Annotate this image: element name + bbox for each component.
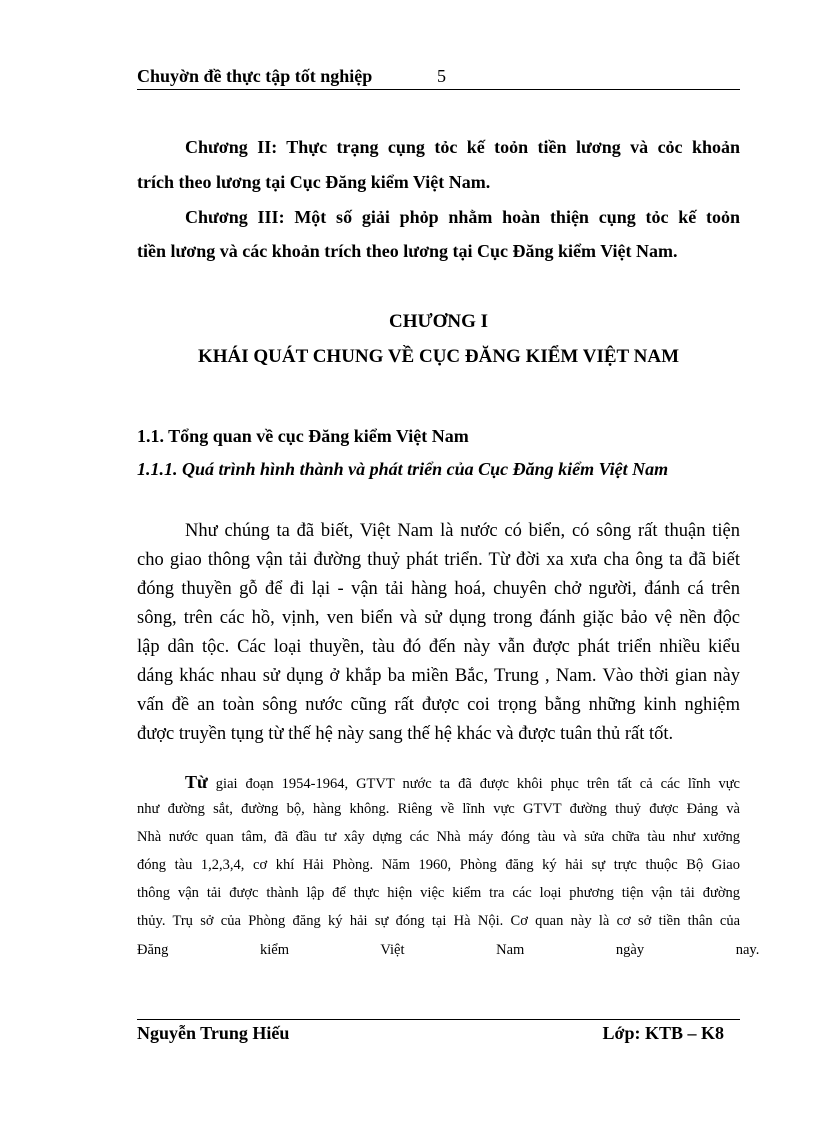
subsection-heading: 1.1.1. Quá trình hình thành và phát triển của Cục Đăng kiểm Việt Nam [137,459,669,479]
text-line: như đường sắt, đường bộ, hàng không. Riêng về lĩnh vực GTVT đường thuỷ được Đảng và [137,801,740,817]
intro-line: Chương II: Thực trạng cụng tỏc kế toỏn tiền lương và cỏc khoản [185,137,740,157]
chapter-number: CHƯƠNG I [388,311,489,332]
text-line: dáng khác nhau sử dụng ở khắp ba miền Bắc, Trung , Nam. Vào thời gian này [137,666,740,686]
text-line [185,772,740,793]
text-span: giai đoạn 1954-1964, GTVT nước ta đã được khôi phục trên tất cả các lĩnh vực [207,776,740,792]
text-line: thông vận tải được thành lập để thực hiện việc kiểm tra các loại phương tiện vận tải đường [137,885,740,901]
text-line: Nhà nước quan tâm, đã đầu tư xây dựng các Nhà máy đóng tàu và sửa chữa tàu như xưởng [137,829,740,845]
intro-line: Chương III: Một số giải phỏp nhằm hoàn thiện cụng tỏc kế toỏn [185,207,740,227]
header-rule [137,89,740,90]
footer-rule [137,1019,740,1020]
intro-line: trích theo lương tại Cục Đăng kiểm Việt Nam. [137,172,491,192]
text-line: cho giao thông vận tải đường thuỷ phát triển. Từ đời xa xưa cha ông ta đã biết [137,550,740,570]
section-heading: 1.1. Tổng quan về cục Đăng kiểm Việt Nam [137,426,469,446]
text-line: Đăng kiểm Việt Nam ngày nay. [137,942,760,958]
text-line: lập dân tộc. Các loại thuyền, tàu đó đến này vẫn được phát triển nhiều kiểu [137,637,740,657]
text-line: Như chúng ta đã biết, Việt Nam là nước có biển, có sông rất thuận tiện [185,521,740,541]
text-line: đóng thuyền gỗ để đi lại - vận tải hàng hoá, chuyên chở người, đánh cá trên [137,579,740,599]
text-line: sông, trên các hồ, vịnh, ven biển và sử dụng trong đánh giặc bảo vệ nền độc [137,608,740,628]
footer-class: Lớp: KTB – K8 [602,1023,724,1043]
text-line: thủy. Trụ sở của Phòng đăng ký hải sự đóng tại Hà Nội. Cơ quan này là cơ sở tiền thân của [137,913,740,929]
footer-author: Nguyễn Trung Hiếu [137,1023,290,1043]
first-word: Từ [185,772,208,792]
header-title: Chuyờn đề thực tập tốt nghiệp [137,66,373,86]
text-line: đóng tàu 1,2,3,4, cơ khí Hải Phòng. Năm 1960, Phòng đăng ký hải sự trực thuộc Bộ Giao [137,857,740,873]
intro-line: tiền lương và các khoản trích theo lương tại Cục Đăng kiểm Việt Nam. [137,241,678,261]
page-number: 5 [437,66,446,86]
text-line: được truyền tụng từ thế hệ này sang thế hệ khác và được tuân thủ rất tốt. [137,724,674,744]
chapter-title: KHÁI QUÁT CHUNG VỀ CỤC ĐĂNG KIỂM VIỆT NAM [197,346,680,367]
text-line: vấn đề an toàn sông nước cũng rất được coi trọng bằng những kinh nghiệm [137,695,740,715]
